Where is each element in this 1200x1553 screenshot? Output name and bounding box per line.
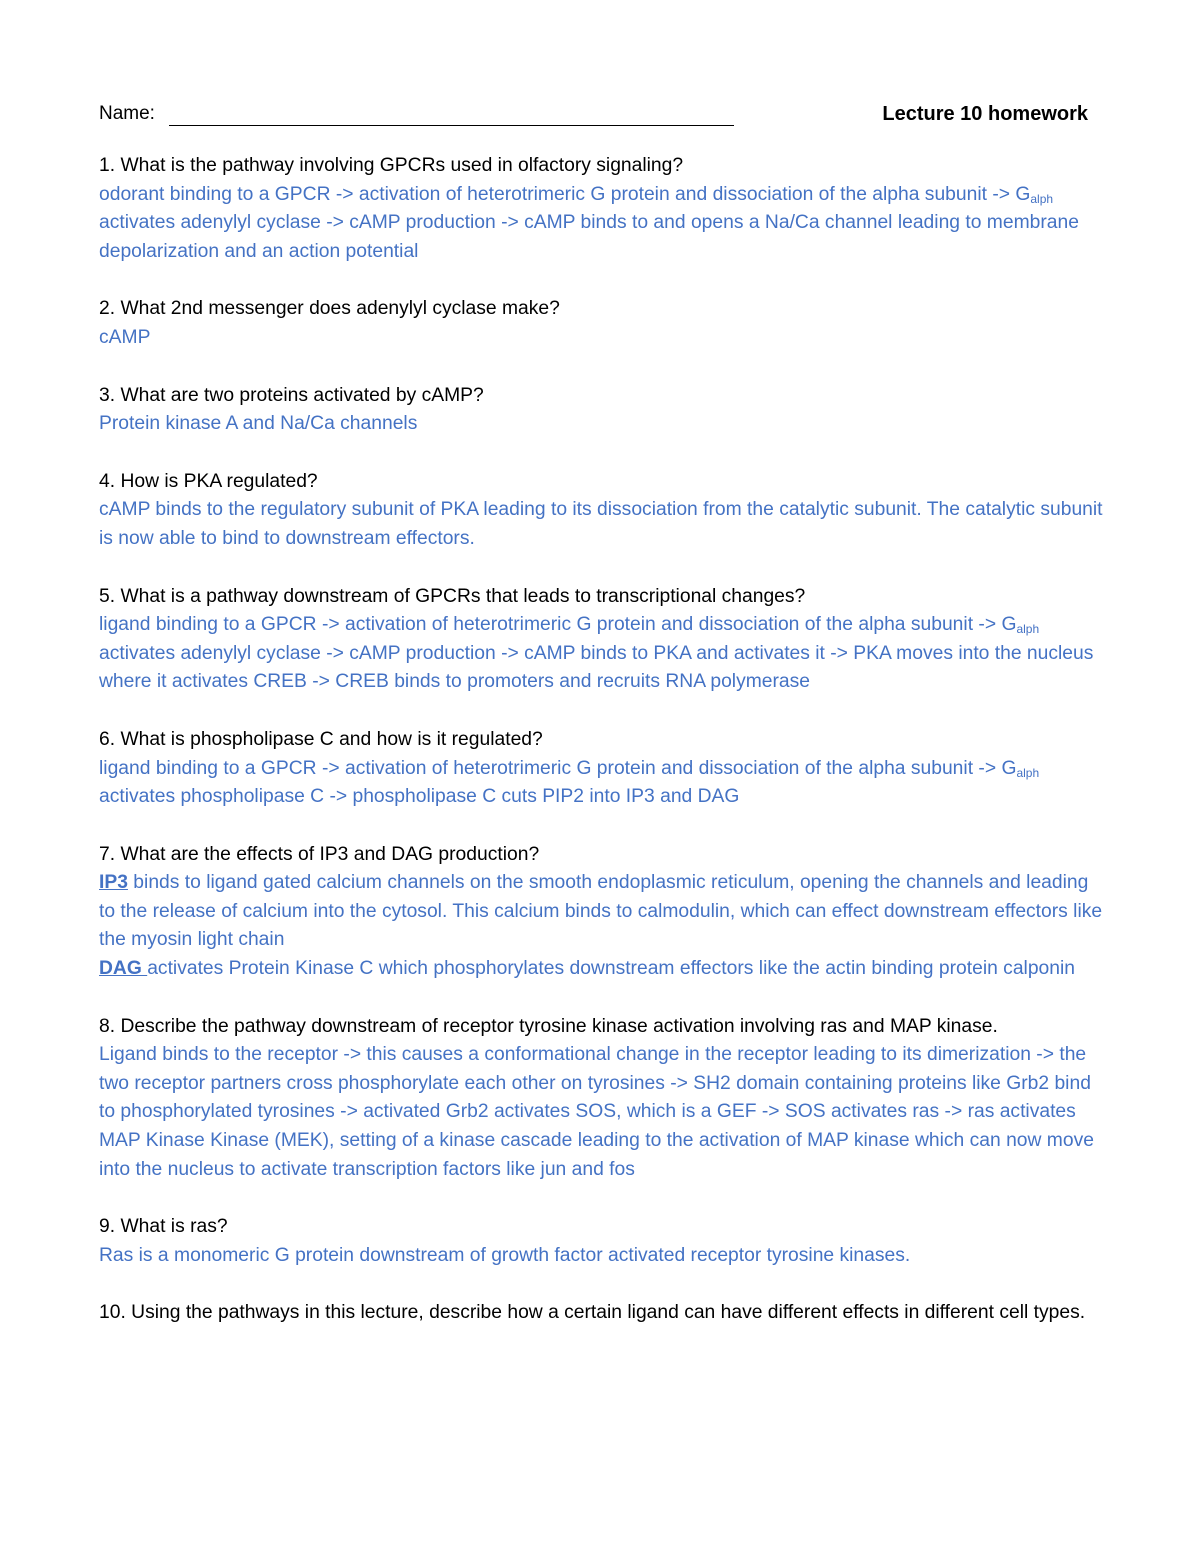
question-number: 6. [99, 728, 116, 750]
answer-line [99, 496, 1109, 553]
question-number: 1. [99, 155, 116, 176]
answer-segment: Ras is a monomeric G protein downstream of growth factor activated receptor tyrosine kinases. [99, 1244, 911, 1266]
question-text [99, 468, 1109, 497]
answer-line [99, 869, 1109, 955]
question-block-10 [99, 1299, 1109, 1328]
question-text [99, 152, 1109, 181]
question-block-4 [99, 468, 1109, 554]
question-text [99, 726, 1109, 755]
question-prompt: What is phospholipase C and how is it regulated? [115, 728, 543, 750]
answer-line [99, 1242, 1109, 1271]
answer-segment: activates phospholipase C -> phospholipase C cuts PIP2 into IP3 and DAG [99, 786, 740, 808]
subscript-text: alph [1016, 622, 1040, 637]
answer-segment: ligand binding to a GPCR -> activation of heterotrimeric G protein and dissociation of the alpha subunit -> G [99, 614, 1017, 636]
question-prompt: How is PKA regulated? [115, 470, 318, 492]
answer-text [99, 869, 1109, 983]
answer-segment: activates adenylyl cyclase -> cAMP production -> cAMP binds to PKA and activates it -> PKA moves into the nucleus where it activates CREB -> CREB binds to promoters and recruits RNA polymerase [99, 642, 1094, 693]
answer-segment: activates Protein Kinase C which phosphorylates downstream effectors like the actin binding protein calponin [147, 958, 1076, 980]
question-block-1 [99, 152, 1109, 266]
question-number: 9. [99, 1216, 116, 1238]
answer-segment: Ligand binds to the receptor -> this causes a conformational change in the receptor leading to its dimerization -> the two receptor partners cross phosphorylate each other on tyrosines -> SH2 domain containing proteins like Grb2 bind to phosphorylated tyrosines -> activated Grb2 activates SOS, which is a GEF -> SOS activates ras -> ras activates MAP Kinase Kinase (MEK), setting of a kinase cascade leading to the activation of MAP kinase which can now move into the nucleus to activate transcription factors like jun and fos [99, 1044, 1094, 1180]
question-number: 7. [99, 843, 116, 865]
question-prompt: What is the pathway involving GPCRs used in olfactory signaling? [115, 155, 684, 176]
question-prompt: Describe the pathway downstream of receptor tyrosine kinase activation involving ras and MAP kinase. [115, 1015, 998, 1037]
question-text [99, 583, 1109, 612]
question-block-7 [99, 841, 1109, 984]
answer-line [99, 181, 1109, 267]
question-number: 3. [99, 384, 116, 406]
answer-segment: activates adenylyl cyclase -> cAMP production -> cAMP binds to and opens a Na/Ca channel leading to membrane depolarization and an action potential [99, 212, 1079, 262]
subscript-text: alph [1030, 191, 1054, 206]
answer-line [99, 410, 1109, 439]
question-text [99, 382, 1109, 411]
question-text [99, 1213, 1109, 1242]
answer-segment: cAMP binds to the regulatory subunit of PKA leading to its dissociation from the catalytic subunit. The catalytic subunit is now able to bind to downstream effectors. [99, 499, 1103, 549]
question-number: 4. [99, 470, 116, 492]
answer-text [99, 1242, 1109, 1271]
question-prompt: What are two proteins activated by cAMP? [115, 384, 484, 406]
answer-text [99, 324, 1109, 353]
subscript-text: alph [1016, 765, 1040, 780]
question-text [99, 295, 1109, 324]
answer-text [99, 1041, 1109, 1184]
answer-term: IP3 [99, 872, 128, 894]
question-number: 2. [99, 298, 116, 320]
question-prompt: What are the effects of IP3 and DAG production? [115, 843, 540, 865]
answer-line [99, 324, 1109, 353]
lecture-title: Lecture 10 homework [882, 103, 1088, 125]
answer-term: DAG [99, 958, 148, 980]
question-text [99, 1013, 1109, 1042]
question-number: 8. [99, 1015, 116, 1037]
question-text [99, 841, 1109, 870]
question-block-8 [99, 1013, 1109, 1185]
answer-segment: binds to ligand gated calcium channels on the smooth endoplasmic reticulum, opening the channels and leading to the release of calcium into the cytosol. This calcium binds to calmodulin, which can effect downstream effectors like the myosin light chain [99, 872, 1103, 951]
question-number: 10. [99, 1302, 126, 1324]
question-prompt: What is ras? [115, 1216, 228, 1238]
name-blank-line [169, 125, 734, 126]
question-block-3 [99, 382, 1109, 439]
question-block-5 [99, 583, 1109, 697]
answer-text [99, 496, 1109, 553]
question-block-2 [99, 295, 1109, 352]
question-block-6 [99, 726, 1109, 812]
question-list [99, 152, 1109, 1328]
answer-line [99, 1041, 1109, 1184]
question-prompt: Using the pathways in this lecture, describe how a certain ligand can have different effects in different cell types. [125, 1302, 1086, 1324]
answer-line [99, 611, 1109, 697]
answer-text [99, 611, 1109, 697]
answer-segment: odorant binding to a GPCR -> activation of heterotrimeric G protein and dissociation of the alpha subunit -> G [99, 183, 1031, 205]
question-text [99, 1299, 1109, 1328]
answer-text [99, 410, 1109, 439]
answer-segment: Protein kinase A and Na/Ca channels [99, 413, 418, 435]
name-label: Name: [99, 103, 155, 124]
answer-segment: cAMP [99, 326, 151, 348]
page-header [99, 98, 1109, 130]
question-prompt: What is a pathway downstream of GPCRs that leads to transcriptional changes? [115, 585, 806, 607]
answer-text [99, 181, 1109, 267]
homework-page [99, 98, 1109, 1357]
answer-segment: ligand binding to a GPCR -> activation of heterotrimeric G protein and dissociation of the alpha subunit -> G [99, 757, 1017, 779]
answer-line [99, 955, 1109, 984]
question-number: 5. [99, 585, 116, 607]
question-prompt: What 2nd messenger does adenylyl cyclase make? [115, 298, 560, 320]
answer-text [99, 755, 1109, 812]
question-block-9 [99, 1213, 1109, 1270]
answer-line [99, 755, 1109, 812]
